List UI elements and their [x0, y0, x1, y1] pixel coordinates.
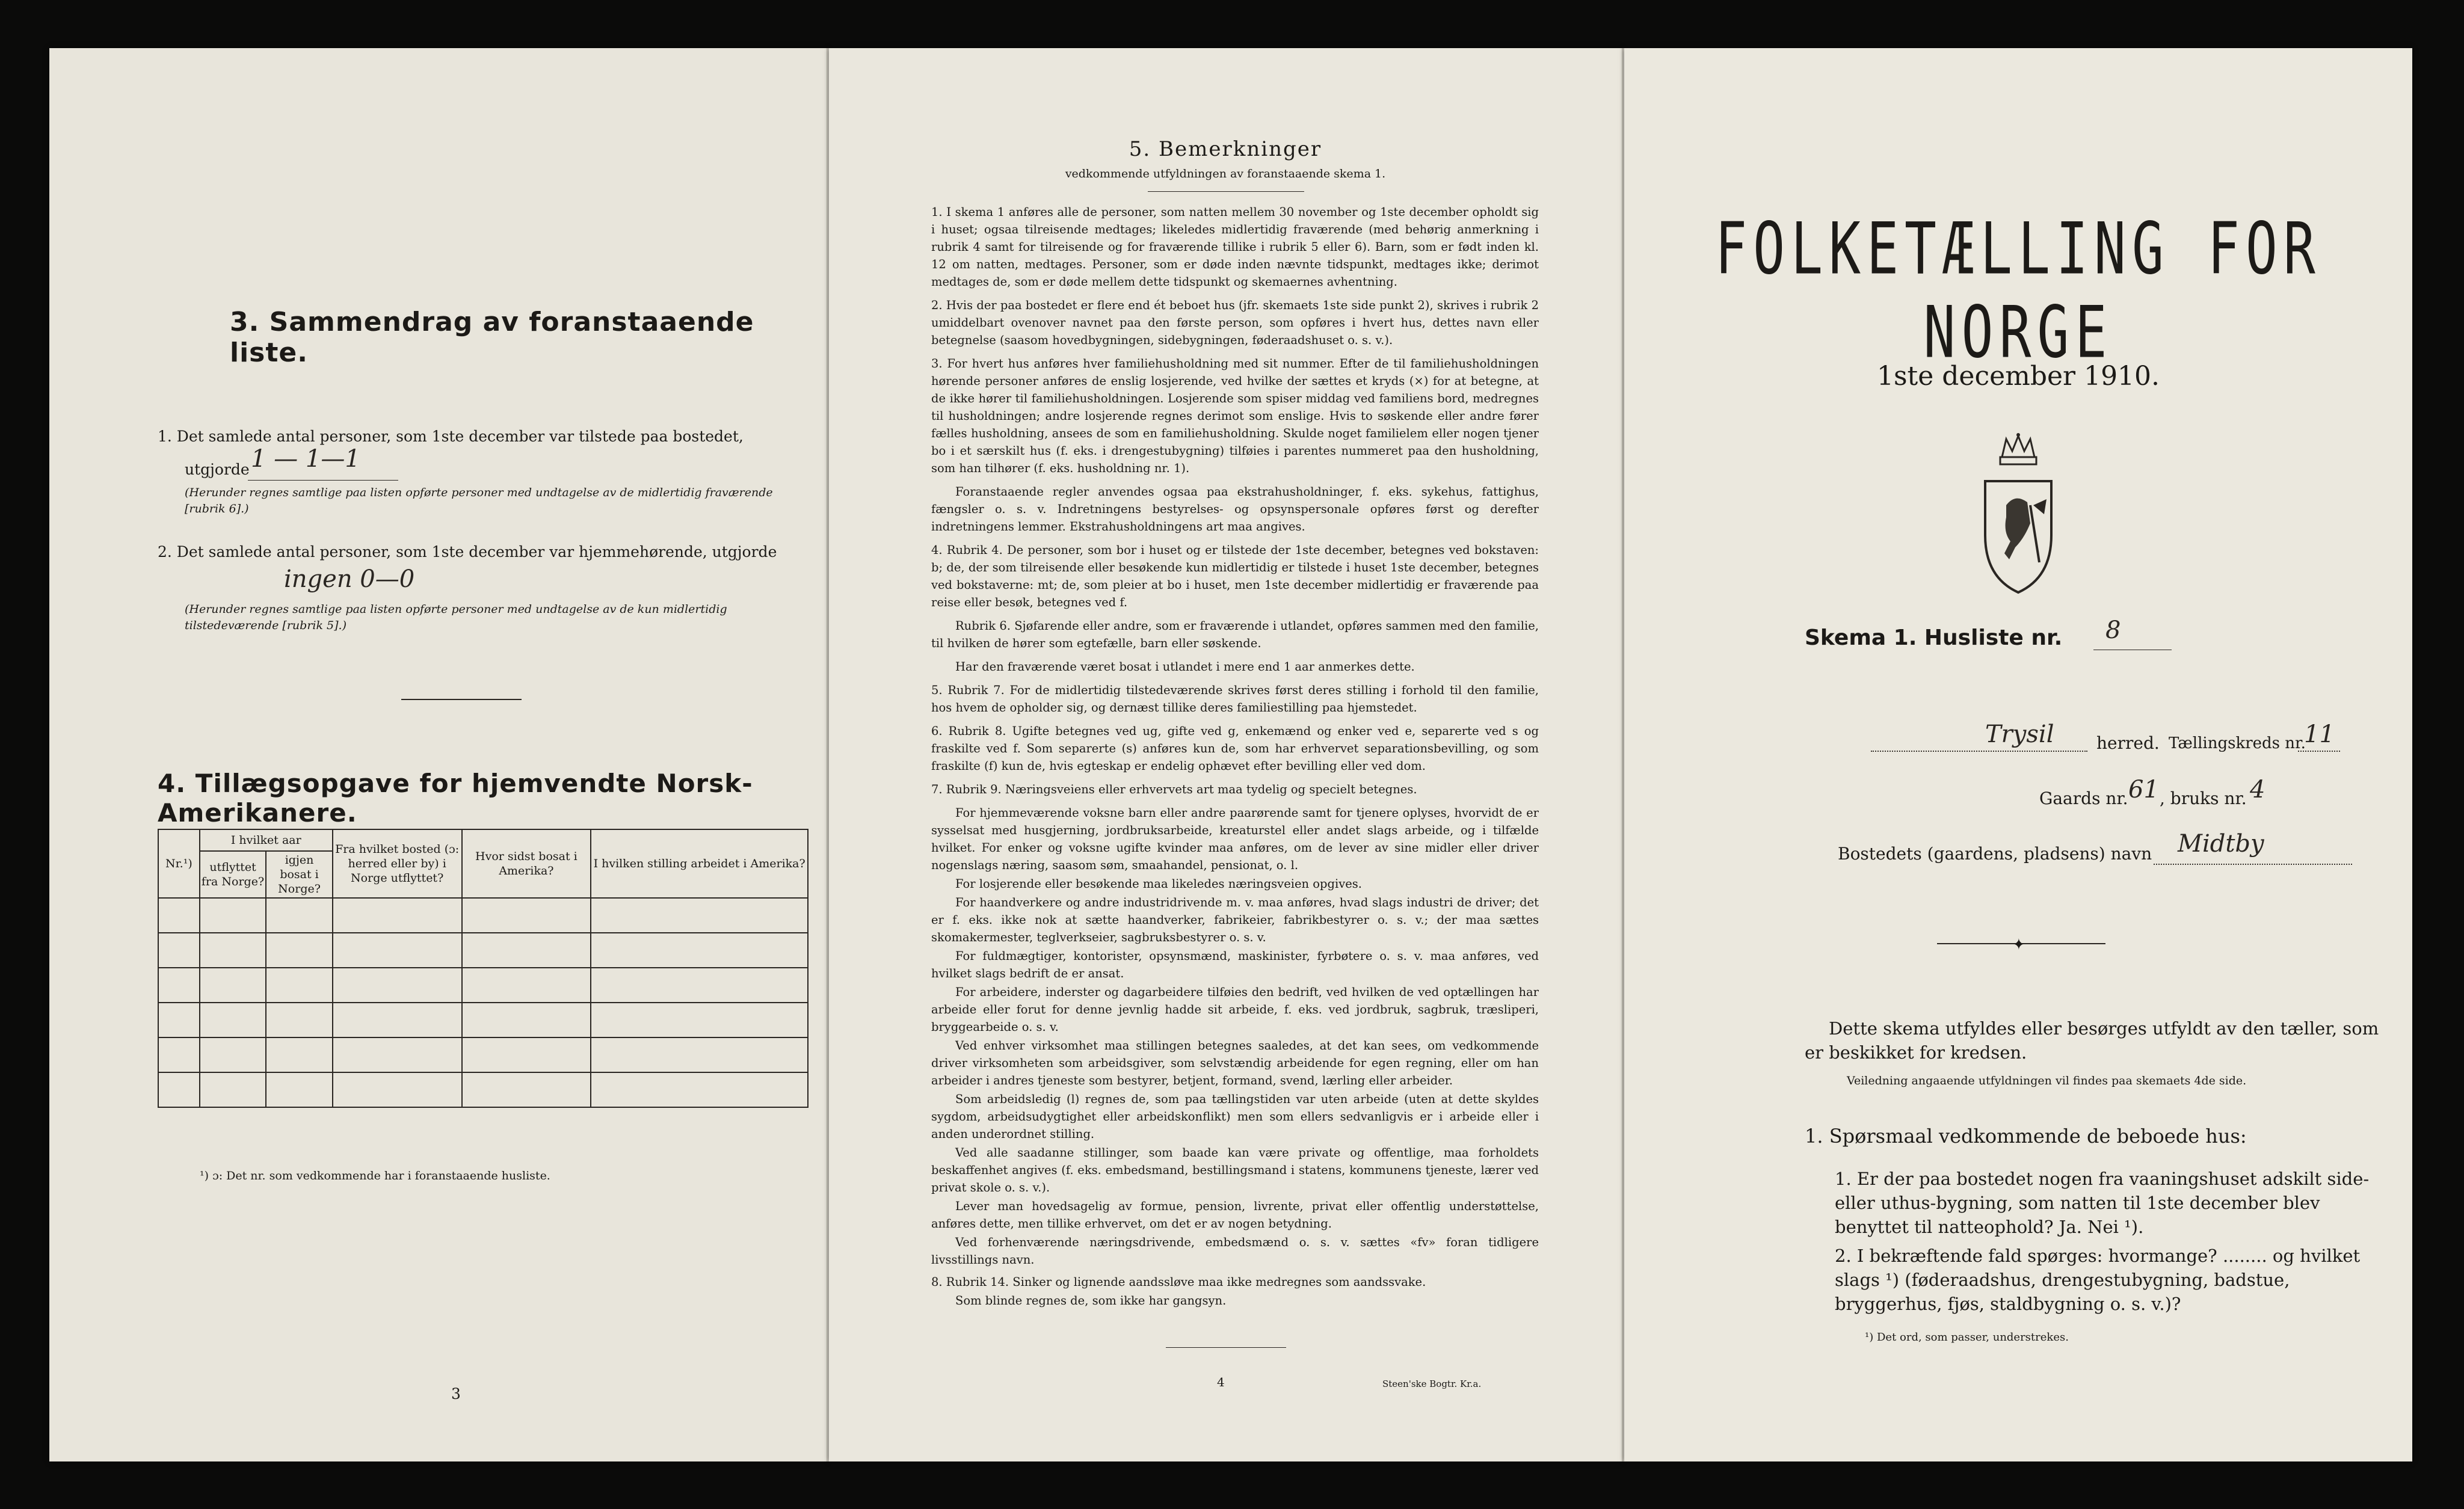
- kreds-label: Tællingskreds nr.: [2169, 734, 2306, 752]
- norsk-amerikanere-table: [158, 829, 808, 1108]
- table-row: [158, 1003, 808, 1037]
- remark-1: 1. I skema 1 anføres alle de personer, som natten mellem 30 november og 1ste december opholdt sig i huset; ogsaa tilreisende medtages; likeledes midlertidig fraværende (med behørig anmerkning i rubrik 4 samt for tilreisende og for fraværende tillike i rubrik 5 eller 6). Barn, som er født inden kl. 12 om natten, medtages. Personer, som er døde inden nævnte tidspunkt, medtages ikke; derimot medtages de, som er døde mellem dette tidspunkt og skemaernes avhentning.: [931, 205, 1539, 289]
- skema-label: Skema 1. Husliste nr.: [1805, 625, 2063, 650]
- item1-label: utgjorde: [185, 461, 250, 478]
- gaards-label: Gaards nr.: [2039, 788, 2128, 808]
- col-stilling: I hvilken stilling arbeidet i Amerika?: [591, 829, 808, 898]
- husliste-nr: 8: [2105, 616, 2121, 644]
- section3-title: 3. Sammendrag av foranstaaende liste.: [230, 307, 754, 368]
- remark-7c: For losjerende eller besøkende maa likeledes næringsveien opgives.: [955, 877, 1362, 891]
- page-middle: [829, 48, 1622, 1461]
- remark-7f: For arbeidere, inderster og dagarbeidere tilføies den bedrift, ved hvilken de ved optællingen har arbeide eller forut for denne jevnlig hadde sit arbeide, f. eks. ved jordbruk, sagbruk, træsliperi, bryggearbeide o. s. v.: [931, 985, 1539, 1034]
- page-number: 4: [1217, 1375, 1225, 1389]
- item2-value: ingen 0—0: [284, 565, 415, 593]
- col-utflyttet: utflyttet fra Norge?: [200, 851, 266, 898]
- remarks-body: [931, 203, 1539, 1315]
- remark-7: 7. Rubrik 9. Næringsveiens eller erhvervets art maa tydelig og specielt betegnes.: [931, 782, 1417, 796]
- table-row: [158, 898, 808, 933]
- herred-label: herred.: [2096, 733, 2160, 753]
- col-group-aar: I hvilket aar: [200, 829, 333, 851]
- coat-of-arms-icon: [1973, 433, 2063, 601]
- bosted-label: Bostedets (gaardens, pladsens) navn: [1838, 844, 2152, 864]
- herred-value: Trysil: [1985, 721, 2054, 748]
- remark-7h: Som arbeidsledig (l) regnes de, som paa tællingstiden var uten arbeide (uten at dette skyldes sygdom, arbeidsudygtighet eller arbeidskonflikt) men som ellers sedvanligvis er i arbeide eller i anden underordnet stilling.: [931, 1092, 1539, 1141]
- table-row: [158, 968, 808, 1003]
- item2-text: 2. Det samlede antal personer, som 1ste december var hjemmehørende, utgjorde: [158, 543, 777, 561]
- item1-value: 1 — 1—1: [251, 445, 360, 473]
- gaards-value: 61: [2128, 776, 2159, 804]
- col-amerika: Hvor sidst bosat i Amerika?: [462, 829, 591, 898]
- census-date: 1ste december 1910.: [1876, 361, 2160, 392]
- page-number: 3: [451, 1385, 461, 1403]
- remark-7d: For haandverkere og andre industridrivende m. v. maa anføres, hvad slags industri de driver; det er f. eks. ikke nok at sætte haandverker, fabrikeier, fabrikbestyrer o. s. v.; der maa sættes skomakermester, teglverkseier, sagbruksbestyrer o. s. v.: [931, 896, 1539, 944]
- table-footnote: ¹) ɔ: Det nr. som vedkommende har i foranstaaende husliste.: [200, 1169, 550, 1182]
- col-nr: Nr.¹): [158, 829, 200, 898]
- right-footnote: ¹) Det ord, som passer, understrekes.: [1865, 1331, 2069, 1344]
- census-title: FOLKETÆLLING FOR NORGE: [1715, 206, 2321, 375]
- section4-title: 4. Tillægsopgave for hjemvendte Norsk-Amerikanere.: [158, 769, 753, 828]
- bosted-value: Midtby: [2178, 830, 2264, 858]
- remark-7j: Lever man hovedsagelig av formue, pension, livrente, privat eller offentlig understøttelse, anføres dette, men tillike erhvervet, om det er av nogen betydning.: [931, 1199, 1539, 1231]
- bruks-value: 4: [2250, 776, 2265, 804]
- item1-note: (Herunder regnes samtlige paa listen opførte personer med undtagelse av de midlertidig fraværende [rubrik 6].): [185, 486, 773, 515]
- remark-7k: Ved forhenværende næringsdrivende, embedsmænd o. s. v. sættes «fv» foran tidligere livsstillings navn.: [931, 1235, 1539, 1267]
- col-igjen: igjen bosat i Norge?: [266, 851, 333, 898]
- remark-8b: Som blinde regnes de, som ikke har gangsyn.: [955, 1294, 1227, 1308]
- remark-6: 6. Rubrik 8. Ugifte betegnes ved ug, gifte ved g, enkemænd og enker ved e, separerte ved s og fraskilte ved f. Som separerte (s) anføres kun de, som har erhvervet separationsbevilling, og som fraskilte (f) kun de, hvis egteskap er endelig ophævet efter bevilling eller ved dom.: [931, 724, 1539, 773]
- remark-7g: Ved enhver virksomhet maa stillingen betegnes saaledes, at det kan sees, om vedkommende driver virksomheten som arbeidsgiver, som selvstændig arbeidende for egen regning, eller om han arbeider i andres tjeneste som bestyrer, betjent, formand, svend, lærling eller arbeider.: [931, 1039, 1539, 1087]
- intro-text: Dette skema utfyldes eller besørges utfyldt av den tæller, som er beskikket for kredsen.: [1805, 1018, 2379, 1063]
- col-fra-bosted: Fra hvilket bosted (ɔ: herred eller by) i Norge utflyttet?: [333, 829, 462, 898]
- remark-3: 3. For hvert hus anføres hver familiehusholdning med sit nummer. Efter de til familiehusholdningen hørende personer anføres de enslig losjerende, ved hvilke der sættes et kryds (×) for at betegne, at de ikke hører til familiehusholdningen. Losjerende som spiser middag ved familiens bord, medregnes til husholdningen; andre losjerende regnes derimot som enslige. Hvis to søskende eller andre fører fælles husholdning, ansees de som en familiehusholdning. Skulde noget familielem eller nogen tjener bo i et særskilt hus (f. eks. i drengestubygning) tilføies i parentes nummeret paa den husholdning, som han tilhører (f. eks. husholdning nr. 1).: [931, 357, 1539, 475]
- remark-3b: Foranstaaende regler anvendes ogsaa paa ekstrahusholdninger, f. eks. sykehus, fattighus, fængsler o. s. v. Indretningens bestyrelses- og opsynspersonale opføres først og derefter indretningens lemmer. Ekstrahusholdningens art maa angives.: [931, 485, 1539, 533]
- remark-7b: For hjemmeværende voksne barn eller andre paarørende samt for tjenere oplyses, hvorvidt de er sysselsat med husgjerning, jordbruksarbeide, kreaturstel eller andet slags arbeide, og i tilfælde hvilket. For enker og voksne ugifte kvinder maa anføres, om de lever av sine midler eller driver nogenslags næring, saasom søm, smaahandel, pensionat, o. l.: [931, 806, 1539, 872]
- remark-7i: Ved alle saadanne stillinger, som baade kan være private og offentlige, maa forholdets beskaffenhet angives (f. eks. embedsmand, bestillingsmand i statens, kommunens tjeneste, lærer ved privat skole o. s. v.).: [931, 1146, 1539, 1194]
- q1-item2: 2. I bekræftende fald spørges: hvormange? ........ og hvilket slags ¹) (føderaadshus, drengestubygning, badstue, bryggerhus, fjøs, staldbygning o. s. v.)?: [1835, 1246, 2361, 1314]
- item1-text: 1. Det samlede antal personer, som 1ste december var tilstede paa bostedet,: [158, 428, 744, 445]
- remarks-subtitle: vedkommende utfyldningen av foranstaaende skema 1.: [1065, 167, 1386, 180]
- remark-7e: For fuldmægtiger, kontorister, opsynsmænd, maskinister, fyrbøtere o. s. v. maa anføres, ved hvilket slags bedrift de er ansat.: [931, 949, 1539, 980]
- q1-title: 1. Spørsmaal vedkommende de beboede hus:: [1805, 1125, 2247, 1148]
- remark-8: 8. Rubrik 14. Sinker og lignende aandssløve maa ikke medregnes som aandssvake.: [931, 1275, 1426, 1289]
- divider: [401, 699, 522, 700]
- item2-note: (Herunder regnes samtlige paa listen opførte personer med undtagelse av de kun midlertidig tilstedeværende [rubrik 5].): [185, 603, 727, 632]
- remark-5: 5. Rubrik 7. For de midlertidig tilstedeværende skrives først deres stilling i forhold til den familie, hos hvem de opholder sig, og dernæst tillike deres familiestilling paa hjemstedet.: [931, 683, 1539, 715]
- veiledning-text: Veiledning angaaende utfyldningen vil findes paa skemaets 4de side.: [1847, 1074, 2247, 1087]
- table-row: [158, 933, 808, 968]
- kreds-value: 11: [2304, 721, 2335, 748]
- remark-4: 4. Rubrik 4. De personer, som bor i huset og er tilstede der 1ste december, betegnes ved bokstaven: b; de, der som tilreisende eller besøkende kun midlertidig er tilstede i huset 1ste december, betegnes ved bokstaverne: mt; de, som pleier at bo i huset, men 1ste december midlertidig er fraværende paa reise eller besøk, betegnes ved f.: [931, 543, 1539, 609]
- remark-2: 2. Hvis der paa bostedet er flere end ét beboet hus (jfr. skemaets 1ste side punkt 2), skrives i rubrik 2 umiddelbart ovenover navnet paa den første person, som opføres i hvert hus, dettes navn eller betegnelse (saasom hovedbygningen, sidebygningen, føderaadshuset o. s. v.).: [931, 298, 1539, 347]
- table-row: [158, 1072, 808, 1107]
- ornament-icon: ✦: [2012, 936, 2025, 954]
- page-left: [49, 48, 827, 1461]
- page-right: [1624, 48, 2412, 1461]
- table-row: [158, 1037, 808, 1072]
- remark-4b: Rubrik 6. Sjøfarende eller andre, som er fraværende i utlandet, opføres sammen med den familie, til hvilken de hører som egtefælle, barn eller søskende.: [931, 619, 1539, 650]
- remarks-title: 5. Bemerkninger: [1129, 137, 1322, 161]
- remark-4c: Har den fraværende været bosat i utlandet i mere end 1 aar anmerkes dette.: [955, 660, 1415, 674]
- printer-mark: Steen'ske Bogtr. Kr.a.: [1382, 1378, 1482, 1389]
- bruks-label: , bruks nr.: [2160, 788, 2247, 808]
- q1-item1: 1. Er der paa bostedet nogen fra vaaningshuset adskilt side- eller uthus-bygning, som natten til 1ste december blev benyttet til natteophold? Ja. Nei ¹).: [1835, 1169, 2370, 1237]
